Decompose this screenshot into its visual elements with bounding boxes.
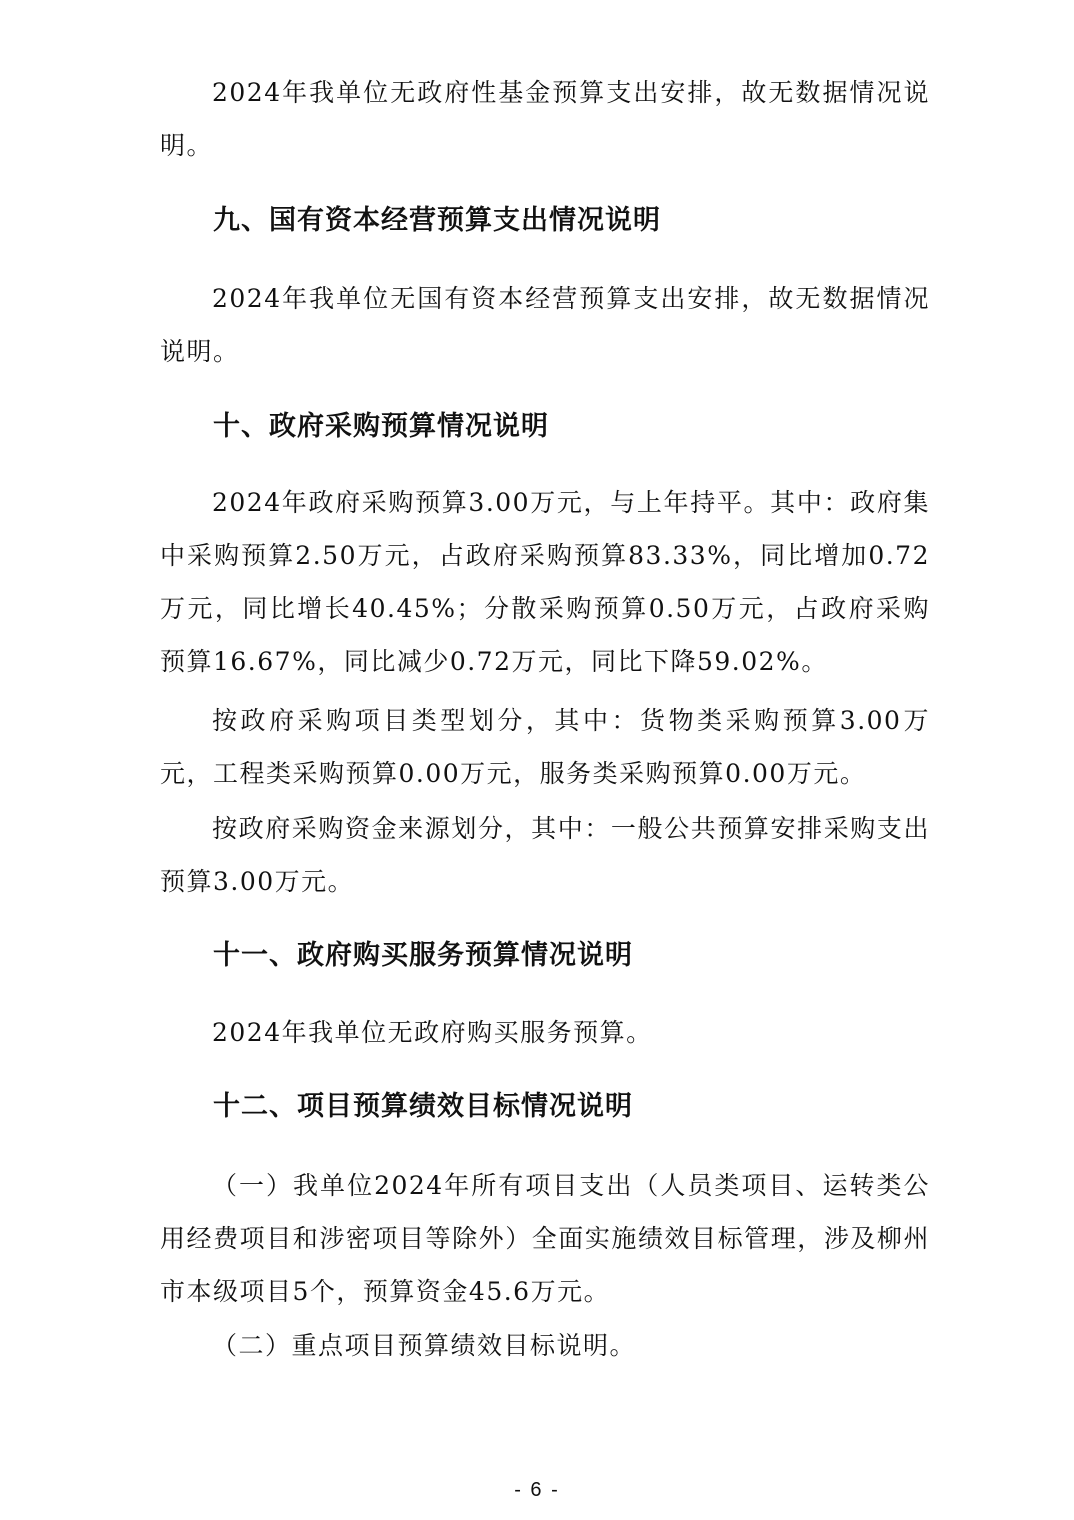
- section9-heading: 九、国有资本经营预算支出情况说明: [213, 205, 661, 236]
- section11-heading: 十一、政府购买服务预算情况说明: [213, 940, 633, 971]
- section10-paragraph-2: 按政府采购项目类型划分，其中：货物类采购预算3.00万元，工程类采购预算0.00万元，服务类采购预算0.00万元。: [160, 706, 930, 788]
- section12-heading: 十二、项目预算绩效目标情况说明: [213, 1091, 633, 1122]
- section12-paragraph-2: （二）重点项目预算绩效目标说明。: [212, 1331, 637, 1360]
- section10-paragraph-1: 2024年政府采购预算3.00万元，与上年持平。其中：政府集中采购预算2.50万元，占政府采购预算83.33%，同比增加0.72万元，同比增长40.45%；分散采购预算0.50万元，占政府采购预算16.67%，同比减少0.72万元，同比下降59.02%。: [160, 488, 930, 676]
- section10-heading: 十、政府采购预算情况说明: [213, 411, 549, 442]
- section12-paragraph-1: （一）我单位2024年所有项目支出（人员类项目、运转类公用经费项目和涉密项目等除外）全面实施绩效目标管理，涉及柳州市本级项目5个，预算资金45.6万元。: [160, 1171, 930, 1306]
- section8-paragraph: 2024年我单位无政府性基金预算支出安排，故无数据情况说明。: [160, 78, 930, 160]
- section11-paragraph: 2024年我单位无政府购买服务预算。: [212, 1018, 653, 1047]
- page-number: - 6 -: [514, 1479, 560, 1501]
- section9-paragraph: 2024年我单位无国有资本经营预算支出安排，故无数据情况说明。: [160, 284, 930, 366]
- section10-paragraph-3: 按政府采购资金来源划分，其中：一般公共预算安排采购支出预算3.00万元。: [160, 814, 930, 896]
